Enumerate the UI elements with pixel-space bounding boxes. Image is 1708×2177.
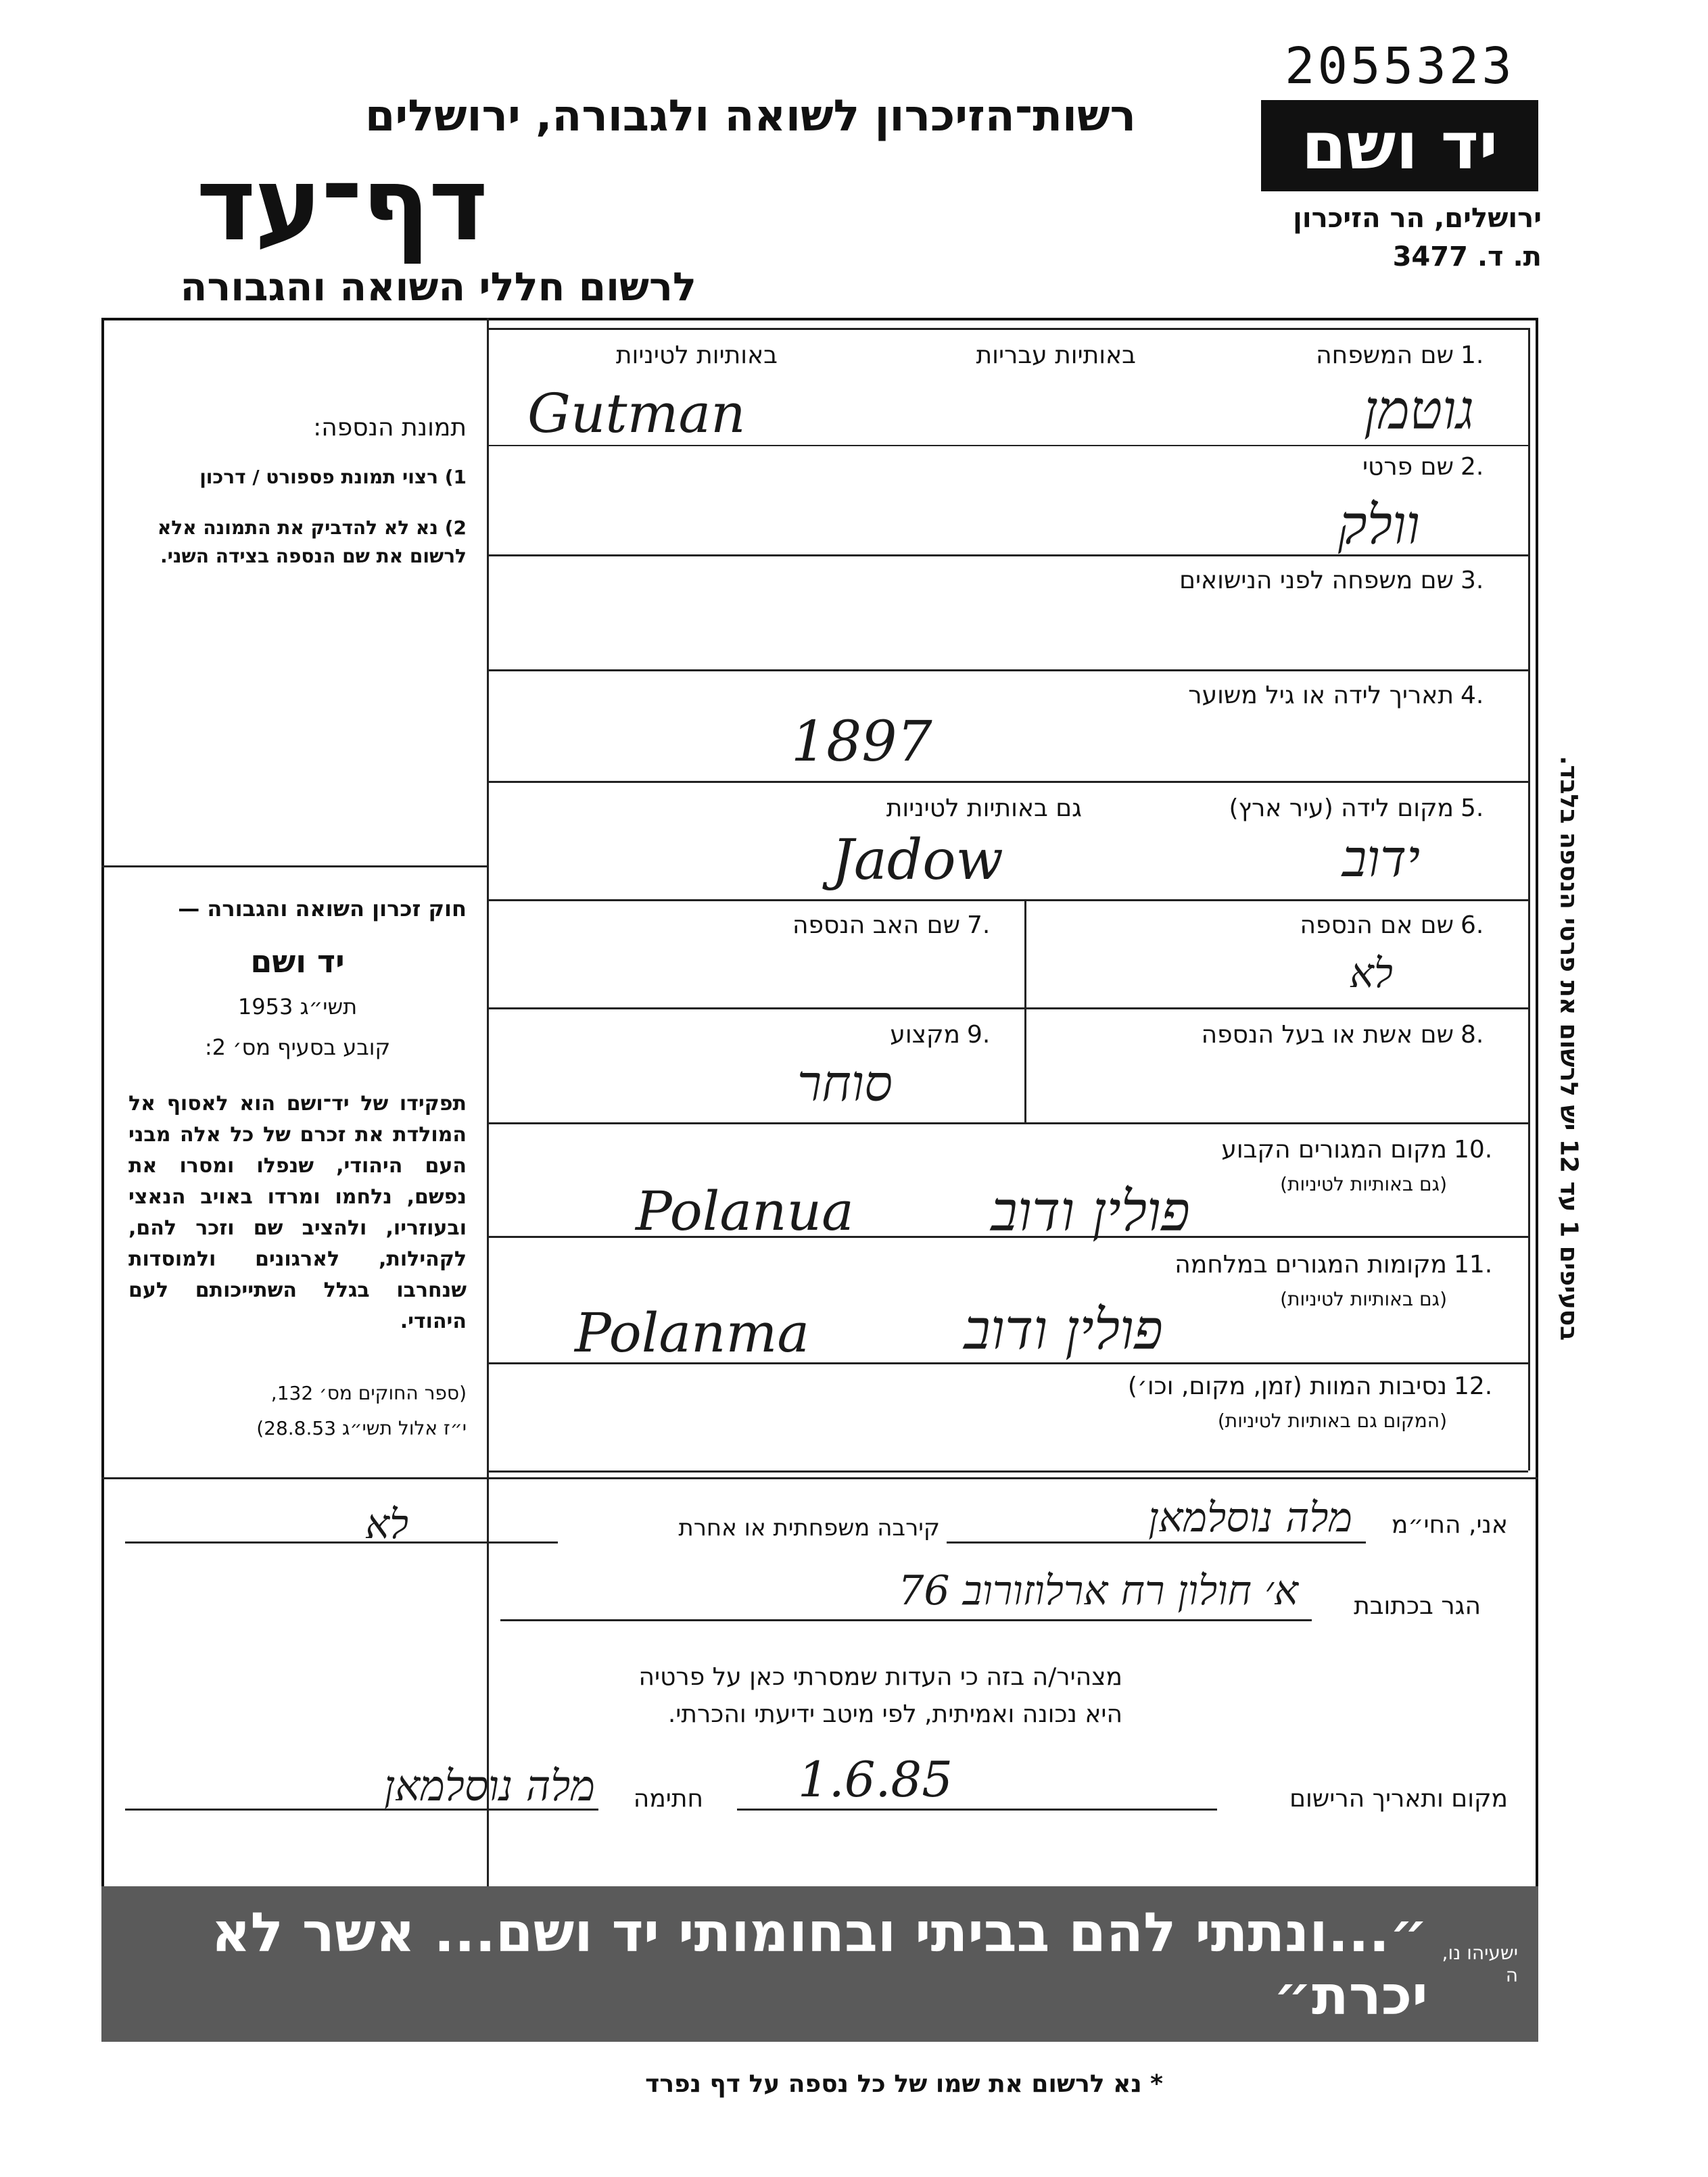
page-title: דף־עד bbox=[196, 146, 487, 264]
side-note-text: בסעיפים 1 עד 12 יש לרשום את פרטי הנספה בלבד. bbox=[1555, 755, 1583, 1341]
field-6-label: שם אם הנספה bbox=[1300, 911, 1454, 939]
field-2-label: שם פרטי bbox=[1362, 453, 1454, 481]
fields-top-line bbox=[487, 328, 1528, 330]
place-date-line bbox=[737, 1809, 1217, 1811]
field-11-number: 11. bbox=[1454, 1251, 1493, 1278]
field-1-hebrew-header: באותיות עבריות bbox=[976, 341, 1136, 369]
field-8-number: 8. bbox=[1461, 1021, 1484, 1049]
row-line bbox=[487, 781, 1528, 783]
field-7-number: 7. bbox=[967, 911, 991, 939]
row-line bbox=[487, 1122, 1528, 1124]
signature-label: חתימה bbox=[633, 1785, 703, 1813]
authority-name: רשות־הזיכרון לשואה ולגבורה, ירושלים bbox=[364, 91, 1136, 141]
field-10-hebrew-value[interactable]: פולין ודוב bbox=[991, 1180, 1190, 1244]
field-5-latin-value[interactable]: Jadow bbox=[832, 828, 1003, 892]
declarant-name[interactable]: מלה נוסלמאן bbox=[1148, 1494, 1352, 1541]
address-line bbox=[500, 1619, 1312, 1621]
banner-quote: ״...ונתתי להם בביתי ובחומותי יד ושם... אשר לא יכרת״ bbox=[211, 1901, 1428, 2027]
relation-label: קירבה משפחתית או אחרת bbox=[678, 1514, 940, 1541]
law-name: יד ושם bbox=[250, 943, 345, 980]
document-number: 2055323 bbox=[1285, 37, 1515, 95]
logo-address-line2: ת. ד. 3477 bbox=[1392, 241, 1542, 272]
field-8-label: שם אשת או בעל הנספה bbox=[1201, 1021, 1454, 1049]
signature[interactable]: מלה נוסלמאן bbox=[384, 1761, 595, 1811]
field-10-number: 10. bbox=[1454, 1136, 1493, 1164]
field-1-latin-header: באותיות לטיניות bbox=[615, 341, 778, 369]
field-9-value[interactable]: סוחר bbox=[797, 1055, 893, 1113]
field-12-number: 12. bbox=[1454, 1372, 1493, 1400]
side-note bbox=[1548, 710, 1589, 1386]
field-3-label: שם משפחה לפני הנישואים bbox=[1179, 567, 1454, 594]
page-subtitle: לרשום חללי השואה והגבורה bbox=[180, 264, 696, 310]
law-date: י״ז אלול תשי״ג 28.8.53) bbox=[256, 1417, 467, 1439]
fields-bottom-line bbox=[487, 1470, 1528, 1473]
field-4-number: 4. bbox=[1461, 681, 1484, 709]
field-10-latin-value[interactable]: Polanua bbox=[636, 1180, 854, 1243]
field-11-latin-value[interactable]: Polanma bbox=[575, 1301, 810, 1364]
field-1-number: 1. bbox=[1461, 341, 1484, 369]
statement-line-1: מצהיר/ה בזה כי העדות שמסרתי כאן על פרטיה bbox=[638, 1663, 1122, 1691]
left-panel-divider bbox=[101, 865, 487, 867]
field-5-hebrew-value[interactable]: ידוב bbox=[1342, 828, 1420, 888]
relation-value[interactable]: לא bbox=[365, 1501, 409, 1548]
fields-right-line bbox=[1528, 328, 1530, 1470]
banner-reference: ישעיהו נו, ה bbox=[1442, 1942, 1518, 1986]
field-7-label: שם האב הנספה bbox=[792, 911, 960, 939]
declaration-divider bbox=[101, 1477, 1538, 1479]
field-9-number: 9. bbox=[967, 1021, 991, 1049]
quote-banner bbox=[101, 1886, 1538, 2042]
law-source: (ספר החוקים מס׳ 132, bbox=[270, 1382, 467, 1404]
row-line bbox=[487, 1007, 1528, 1009]
row-line bbox=[487, 669, 1528, 671]
field-2-number: 2. bbox=[1461, 453, 1484, 481]
field-11-hebrew-value[interactable]: פולין ודוב bbox=[964, 1298, 1163, 1362]
field-4-label: תאריך לידה או גיל משוער bbox=[1188, 681, 1454, 709]
split-divider bbox=[1024, 899, 1026, 1122]
law-year: תשי״ג 1953 bbox=[237, 994, 358, 1020]
address-label: הגר בכתובת bbox=[1354, 1592, 1481, 1620]
declarant-line bbox=[947, 1541, 1366, 1544]
field-9-label: מקצוע bbox=[890, 1021, 960, 1049]
registration-date[interactable]: 1.6.85 bbox=[798, 1751, 953, 1808]
field-11-note: (גם באותיות לטיניות) bbox=[1280, 1288, 1447, 1310]
field-1-label: שם המשפחה bbox=[1316, 341, 1454, 369]
field-1-latin-value[interactable]: Gutman bbox=[527, 382, 746, 445]
field-12-label: נסיבות המוות (זמן, מקום, וכו׳) bbox=[1127, 1372, 1447, 1400]
photo-note-2: 2) נא לא להדביק את התמונה אלא לרשום את שם הנספה בצידה השני. bbox=[157, 517, 467, 567]
field-5-latin-header: גם באותיות לטיניות bbox=[886, 794, 1082, 822]
law-clause: קובע בסעיף מס׳ 2: bbox=[204, 1034, 391, 1060]
row-line bbox=[487, 445, 1528, 446]
declarant-label: אני, החי״מ bbox=[1391, 1511, 1508, 1539]
statement-line-2: היא נכונה ואמיתית, לפי מיטב ידיעתי והכרתי. bbox=[667, 1700, 1122, 1728]
field-12-note: (המקום גם באותיות לטיניות) bbox=[1217, 1410, 1447, 1432]
field-5-number: 5. bbox=[1461, 794, 1484, 822]
logo-address-line1: ירושלים, הר הזיכרון bbox=[1293, 203, 1542, 234]
field-2-value[interactable]: וולק bbox=[1337, 494, 1420, 556]
field-1-hebrew-value[interactable]: גוטמן bbox=[1363, 379, 1474, 441]
photo-note-1: 1) רצוי תמונת פספורט / דרכון bbox=[199, 466, 467, 488]
address-value[interactable]: א׳ חולון רח ארלוזורוב 76 bbox=[898, 1567, 1298, 1614]
field-6-value[interactable]: לא bbox=[1349, 950, 1393, 997]
column-divider bbox=[487, 318, 489, 1886]
law-title: חוק זכרון השואה והגבורה — bbox=[178, 896, 467, 922]
photo-title: תמונת הנספה: bbox=[313, 414, 467, 441]
place-date-label: מקום ותאריך הרישום bbox=[1289, 1785, 1508, 1813]
field-10-label: מקום המגורים הקבוע bbox=[1221, 1136, 1447, 1164]
field-10-note: (גם באותיות לטיניות) bbox=[1280, 1173, 1447, 1195]
yad-vashem-logo: יד ושם bbox=[1261, 100, 1538, 191]
footnote: * נא לרשום את שמו של כל נספה על דף נפרד bbox=[645, 2070, 1163, 2098]
field-3-number: 3. bbox=[1461, 567, 1484, 594]
field-6-number: 6. bbox=[1461, 911, 1484, 939]
field-4-value[interactable]: 1897 bbox=[791, 710, 932, 774]
field-11-label: מקומות המגורים במלחמה bbox=[1175, 1251, 1447, 1278]
law-text: תפקידו של יד־ושם הוא לאסוף אל המולדת את זכרם של כל אלה מבני העם היהודי, שנפלו ומסרו את נפשם, נלחמו ומרדו באויב הנאצי ובעוזריו, ולהציב שם וזכר להם, לקהילות, לארגונים ולמוסדות שנחרבו בגלל השתייכותם לעם היהודי. bbox=[128, 1092, 467, 1333]
field-5-label: מקום לידה (עיר ארץ) bbox=[1229, 794, 1454, 822]
row-line bbox=[487, 899, 1528, 901]
